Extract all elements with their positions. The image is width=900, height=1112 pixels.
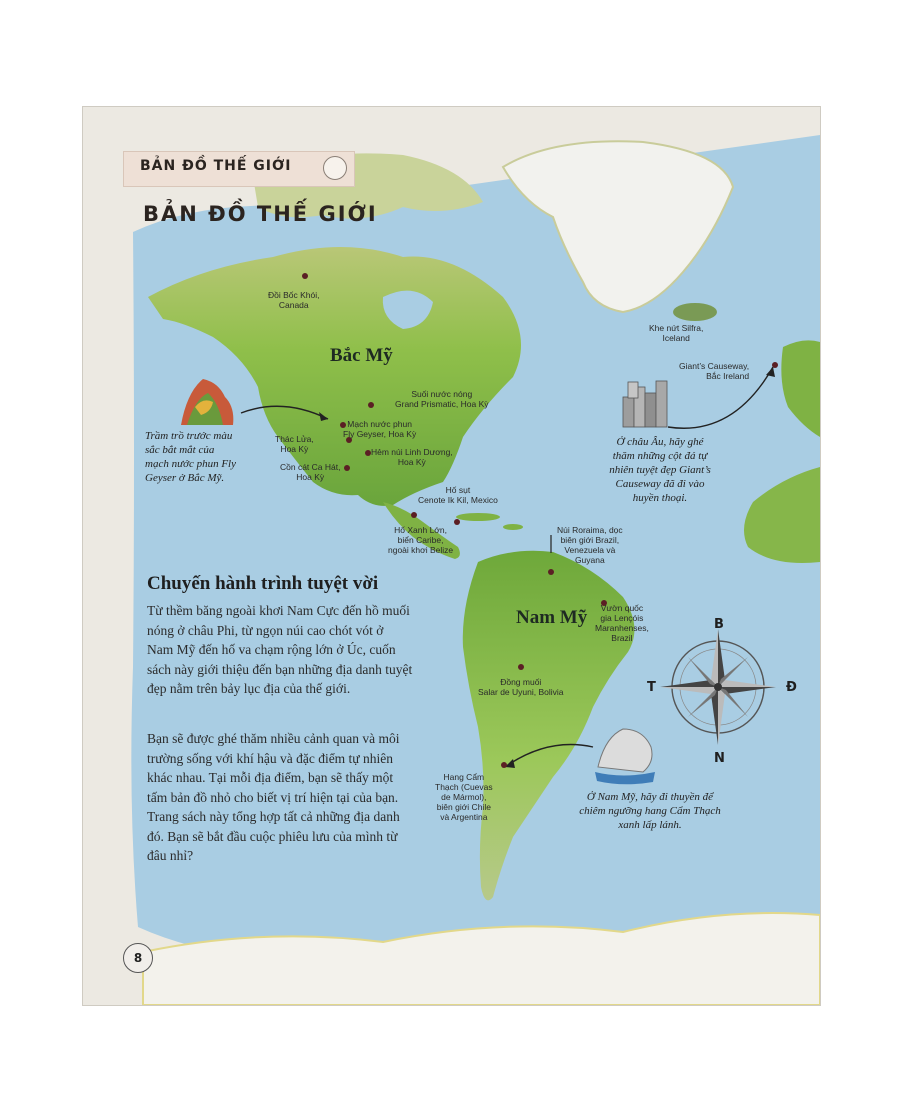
section-label: BẢN ĐỒ THẾ GIỚI <box>140 158 292 174</box>
marker-dot <box>501 762 507 768</box>
marker-dot <box>368 402 374 408</box>
marker-dot <box>772 362 778 368</box>
compass-south-label: N <box>714 751 725 766</box>
marker-dot <box>454 519 460 525</box>
intro-paragraph-1: Từ thềm băng ngoài khơi Nam Cực đến hồ muối nóng ở châu Phi, từ ngọn núi cao chót vót ở Nam Mỹ đến hố va chạm rộng lớn ở Úc, cuốn sách này giới thiệu đến bạn những địa danh tuyệt đẹp nằm trên bảy lục địa của thế giới. <box>147 603 413 696</box>
compass-badge-icon <box>323 156 347 180</box>
giants-causeway-illustration <box>623 381 667 427</box>
caption-fly-geyser: Trầm trồ trước màu sắc bắt mắt của mạch nước phun Fly Geyser ở Bắc Mỹ. <box>145 430 236 484</box>
world-map <box>83 107 820 1005</box>
intro-title: Chuyến hành trình tuyệt vời <box>147 573 379 594</box>
marker-dot <box>411 512 417 518</box>
page-title: BẢN ĐỒ THẾ GIỚI <box>143 202 378 226</box>
location-label-marmol: Hang Cẩm Thạch (Cuevas de Mármol), biên giới Chile và Argentina <box>435 772 493 822</box>
continent-label-south-america: Nam Mỹ <box>516 607 588 628</box>
continent-label-north-america: Bắc Mỹ <box>330 345 393 366</box>
location-label-doi-boc-khoi: Đồi Bốc Khói, Canada <box>268 290 320 310</box>
compass-north-label: B <box>714 617 724 632</box>
location-label-thac-lua: Thác Lửa, Hoa Kỳ <box>275 434 314 454</box>
compass-east-label: Đ <box>786 680 797 695</box>
location-label-fly-geyser: Mạch nước phun Fly Geyser, Hoa Kỳ <box>343 419 417 439</box>
location-label-roraima: Núi Roraima, dọc biên giới Brazil, Venezuela và Guyana <box>557 525 623 565</box>
hispaniola-island <box>503 524 523 530</box>
page-number: 8 <box>123 943 153 973</box>
location-label-lencois: Vườn quốc gia Lençóis Maranhenses, Brazil <box>595 603 649 643</box>
marker-dot <box>344 465 350 471</box>
caption-marble-cave: Ở Nam Mỹ, hãy đi thuyền để chiêm ngưỡng hang Cẩm Thạch xanh lấp lánh. <box>579 791 721 831</box>
marker-dot <box>302 273 308 279</box>
caption-giants-causeway: Ở châu Âu, hãy ghé thăm những cột đá tự nhiên tuyệt đẹp Giant’s Causeway đã đi vào huyền thoại. <box>609 436 711 504</box>
location-label-giants-causeway: Giant’s Causeway, Bắc Ireland <box>679 361 750 381</box>
location-label-silfra: Khe nứt Silfra, Iceland <box>649 323 704 343</box>
iceland-island <box>673 303 717 321</box>
location-label-con-cat-ca-hat: Cồn cát Ca Hát, Hoa Kỳ <box>280 462 341 482</box>
intro-paragraph-2: Bạn sẽ được ghé thăm nhiều cảnh quan và môi trường sống với khí hậu và đặc điểm tự nhiên khác nhau. Tại mỗi địa điểm, bạn sẽ thấy một tấm bản đồ nhỏ cho biết vị trí hiện tại của bạn. Trang sách này tổng hợp tất cả những địa danh đó. Bạn sẽ bắt đầu cuộc phiêu lưu của mình từ đâu nhỉ? <box>147 731 400 863</box>
compass-west-label: T <box>647 680 656 695</box>
marker-dot <box>548 569 554 575</box>
book-page <box>82 106 821 1006</box>
location-label-ho-xanh-lon: Hố Xanh Lớn, biển Caribe, ngoài khơi Belize <box>388 525 454 555</box>
location-label-grand-prismatic: Suối nước nóng Grand Prismatic, Hoa Kỳ <box>395 389 489 409</box>
location-label-cenote: Hố sụt Cenote Ik Kil, Mexico <box>418 485 498 505</box>
marker-dot <box>518 664 524 670</box>
location-label-linh-duong: Hẻm núi Linh Dương, Hoa Kỳ <box>371 447 453 467</box>
cuba-island <box>456 513 500 521</box>
section-tab <box>123 151 355 187</box>
location-label-uyuni: Đồng muối Salar de Uyuni, Bolivia <box>478 677 564 697</box>
